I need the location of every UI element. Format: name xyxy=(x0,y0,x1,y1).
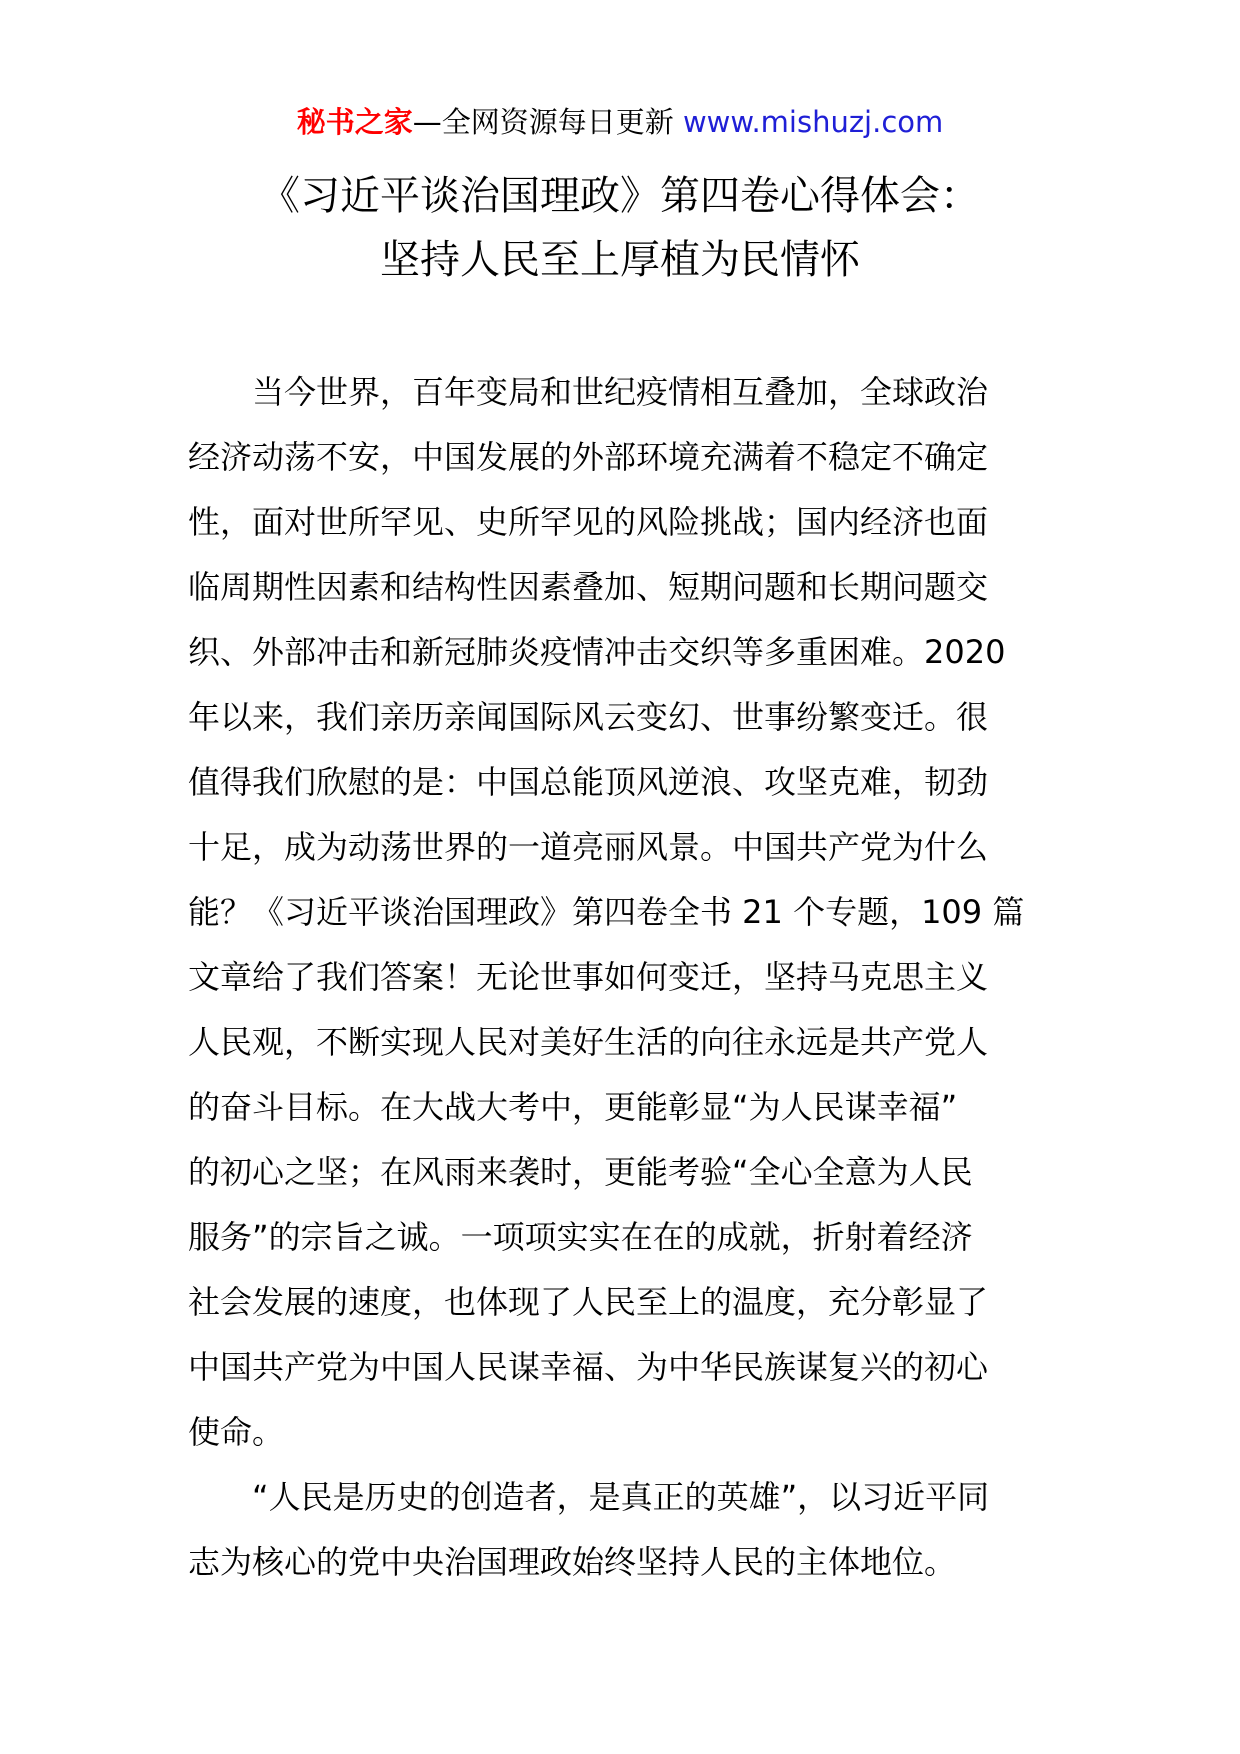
body-line: 年以来，我们亲历亲闻国际风云变幻、世事纷繁变迁。很 xyxy=(188,698,989,736)
body-line: 社会发展的速度，也体现了人民至上的温度，充分彰显了 xyxy=(188,1283,989,1321)
body-line: “人民是历史的创造者，是真正的英雄”，以习近平同 xyxy=(252,1478,990,1516)
site-url-link[interactable]: www.mishuzj.com xyxy=(682,105,944,139)
body-line: 能？《习近平谈治国理政》第四卷全书 21 个专题，109 篇 xyxy=(188,893,1025,931)
body-line: 十足，成为动荡世界的一道亮丽风景。中国共产党为什么 xyxy=(188,828,989,866)
body-line: 经济动荡不安，中国发展的外部环境充满着不稳定不确定 xyxy=(188,438,989,476)
document-body xyxy=(188,360,1052,1595)
document-title xyxy=(0,164,1240,292)
body-line: 性，面对世所罕见、史所罕见的风险挑战；国内经济也面 xyxy=(188,503,989,541)
body-line: 当今世界，百年变局和世纪疫情相互叠加，全球政治 xyxy=(252,373,989,411)
body-line: 人民观，不断实现人民对美好生活的向往永远是共产党人 xyxy=(188,1023,989,1061)
body-line: 文章给了我们答案！无论世事如何变迁，坚持马克思主义 xyxy=(188,958,989,996)
body-line: 织、外部冲击和新冠肺炎疫情冲击交织等多重困难。2020 xyxy=(188,633,1006,671)
site-tagline: —全网资源每日更新 xyxy=(412,105,674,139)
title-line-1: 《习近平谈治国理政》第四卷心得体会： xyxy=(260,173,980,219)
body-line: 值得我们欣慰的是：中国总能顶风逆浪、攻坚克难，韧劲 xyxy=(188,763,989,801)
site-brand: 秘书之家 xyxy=(296,105,413,139)
body-line: 志为核心的党中央治国理政始终坚持人民的主体地位。 xyxy=(188,1543,957,1581)
body-line: 使命。 xyxy=(188,1413,285,1451)
body-line: 的奋斗目标。在大战大考中，更能彰显“为人民谋幸福” xyxy=(188,1088,958,1126)
body-line: 的初心之坚；在风雨来袭时，更能考验“全心全意为人民 xyxy=(188,1153,973,1191)
body-line: 服务”的宗旨之诚。一项项实实在在的成就，折射着经济 xyxy=(188,1218,973,1256)
site-header xyxy=(0,102,1240,142)
body-line: 中国共产党为中国人民谋幸福、为中华民族谋复兴的初心 xyxy=(188,1348,989,1386)
body-line: 临周期性因素和结构性因素叠加、短期问题和长期问题交 xyxy=(188,568,989,606)
title-line-2: 坚持人民至上厚植为民情怀 xyxy=(380,237,860,283)
